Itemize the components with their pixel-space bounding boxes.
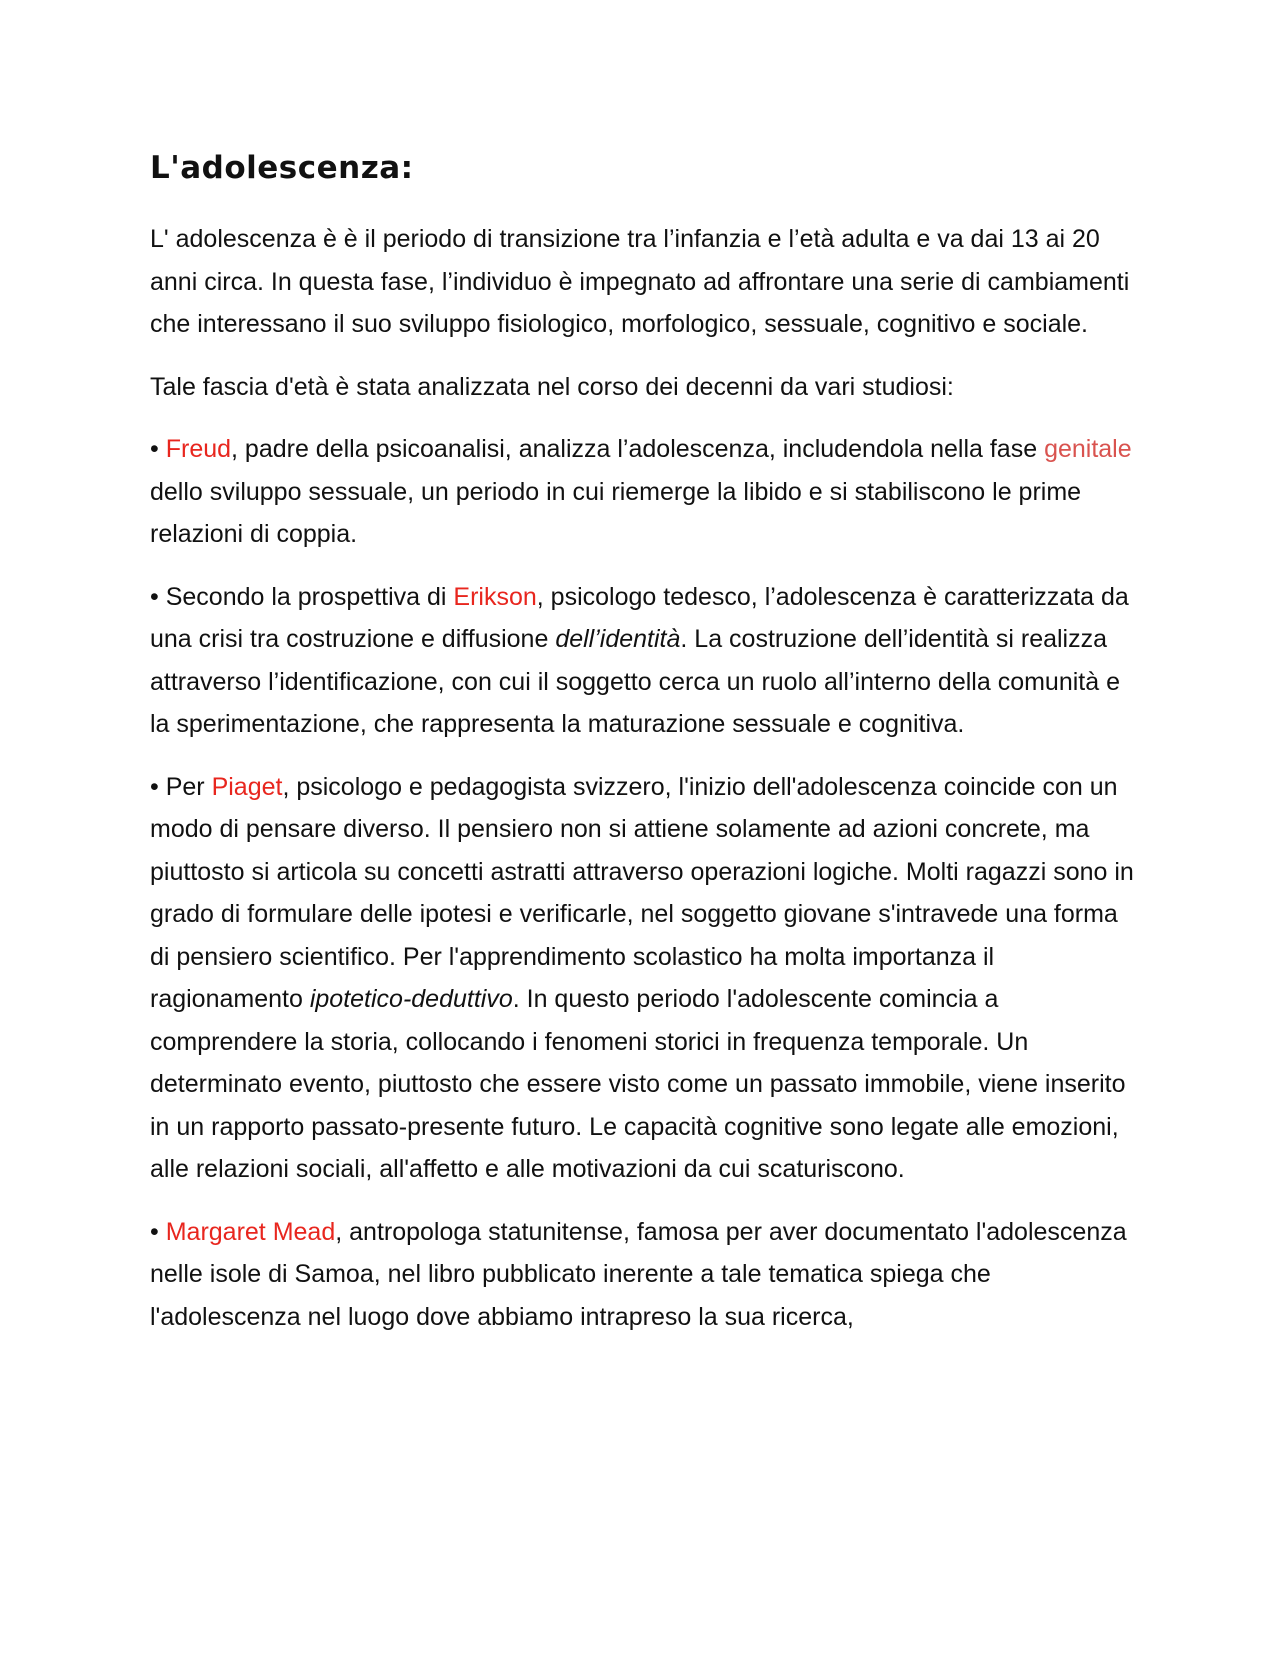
erikson-pre: Secondo la prospettiva di [158, 582, 454, 611]
erikson-text-1: , psicologo tedesco, l’adolescenza è caratterizzata da una crisi tra costruzione e diffusione [150, 582, 1129, 653]
freud-term: genitale [1044, 435, 1132, 463]
piaget-text-1: , psicologo e pedagogista svizzero, l'inizio dell'adolescenza coincide con un modo di pensare diverso. Il pensiero non si attiene solamente ad azioni concrete, ma piuttosto si articola su concetti astratti attraverso operazioni logiche. Molti ragazzi sono in grado di formulare delle ipotesi e verificarle, nel soggetto giovane s'intravede una forma di pensiero scientifico. Per l'apprendimento scolastico ha molta importanza il ragionamento [150, 772, 1134, 1013]
piaget-paragraph [150, 766, 1140, 1191]
mead-name: Margaret Mead [165, 1217, 336, 1246]
freud-text-1: , padre della psicoanalisi, analizza l’adolescenza, includendola nella fase [231, 435, 1045, 463]
bullet: • [150, 772, 159, 801]
page-title: L'adolescenza: [150, 150, 414, 186]
bullet: • [150, 1217, 159, 1246]
bullet: • [150, 582, 159, 611]
piaget-term: ipotetico-deduttivo [309, 985, 513, 1013]
erikson-name: Erikson [453, 582, 537, 611]
mead-text-1: , antropologa statunitense, famosa per aver documentato l'adolescenza nelle isole di Samoa, nel libro pubblicato inerente a tale tematica spiega che l'adolescenza nel luogo dove abbiamo intrapreso la sua ricerca, [150, 1217, 1127, 1331]
freud-text-2: dello sviluppo sessuale, un periodo in cui riemerge la libido e si stabiliscono le prime relazioni di coppia. [150, 477, 1082, 548]
erikson-text-2: . La costruzione dell’identità si realizza attraverso l’identificazione, con cui il soggetto cerca un ruolo all’interno della comunità e la sperimentazione, che rappresenta la maturazione sessuale e cognitiva. [150, 625, 1120, 738]
piaget-name: Piaget [211, 772, 283, 801]
piaget-pre: Per [158, 772, 212, 801]
mead-paragraph [150, 1211, 1140, 1339]
freud-paragraph [150, 428, 1140, 556]
bullet: • [150, 435, 159, 463]
erikson-paragraph [150, 576, 1140, 746]
erikson-term: dell’identità [555, 625, 681, 653]
lead-paragraph: Tale fascia d'età è stata analizzata nel corso dei decenni da vari studiosi: [150, 372, 954, 401]
document-page [150, 148, 1140, 1358]
intro-paragraph: L' adolescenza è è il periodo di transizione tra l’infanzia e l’età adulta e va dai 13 ai 20 anni circa. In questa fase, l’individuo è impegnato ad affrontare una serie di cambiamenti che interessano il suo sviluppo fisiologico, morfologico, sessuale, cognitivo e sociale. [150, 225, 1130, 338]
freud-name: Freud [165, 435, 232, 463]
piaget-text-2: . In questo periodo l'adolescente comincia a comprendere la storia, collocando i fenomeni storici in frequenza temporale. Un determinato evento, piuttosto che essere visto come un passato immobile, viene inserito in un rapporto passato-presente futuro. Le capacità cognitive sono legate alle emozioni, alle relazioni sociali, all'affetto e alle motivazioni da cui scaturiscono. [150, 985, 1126, 1183]
